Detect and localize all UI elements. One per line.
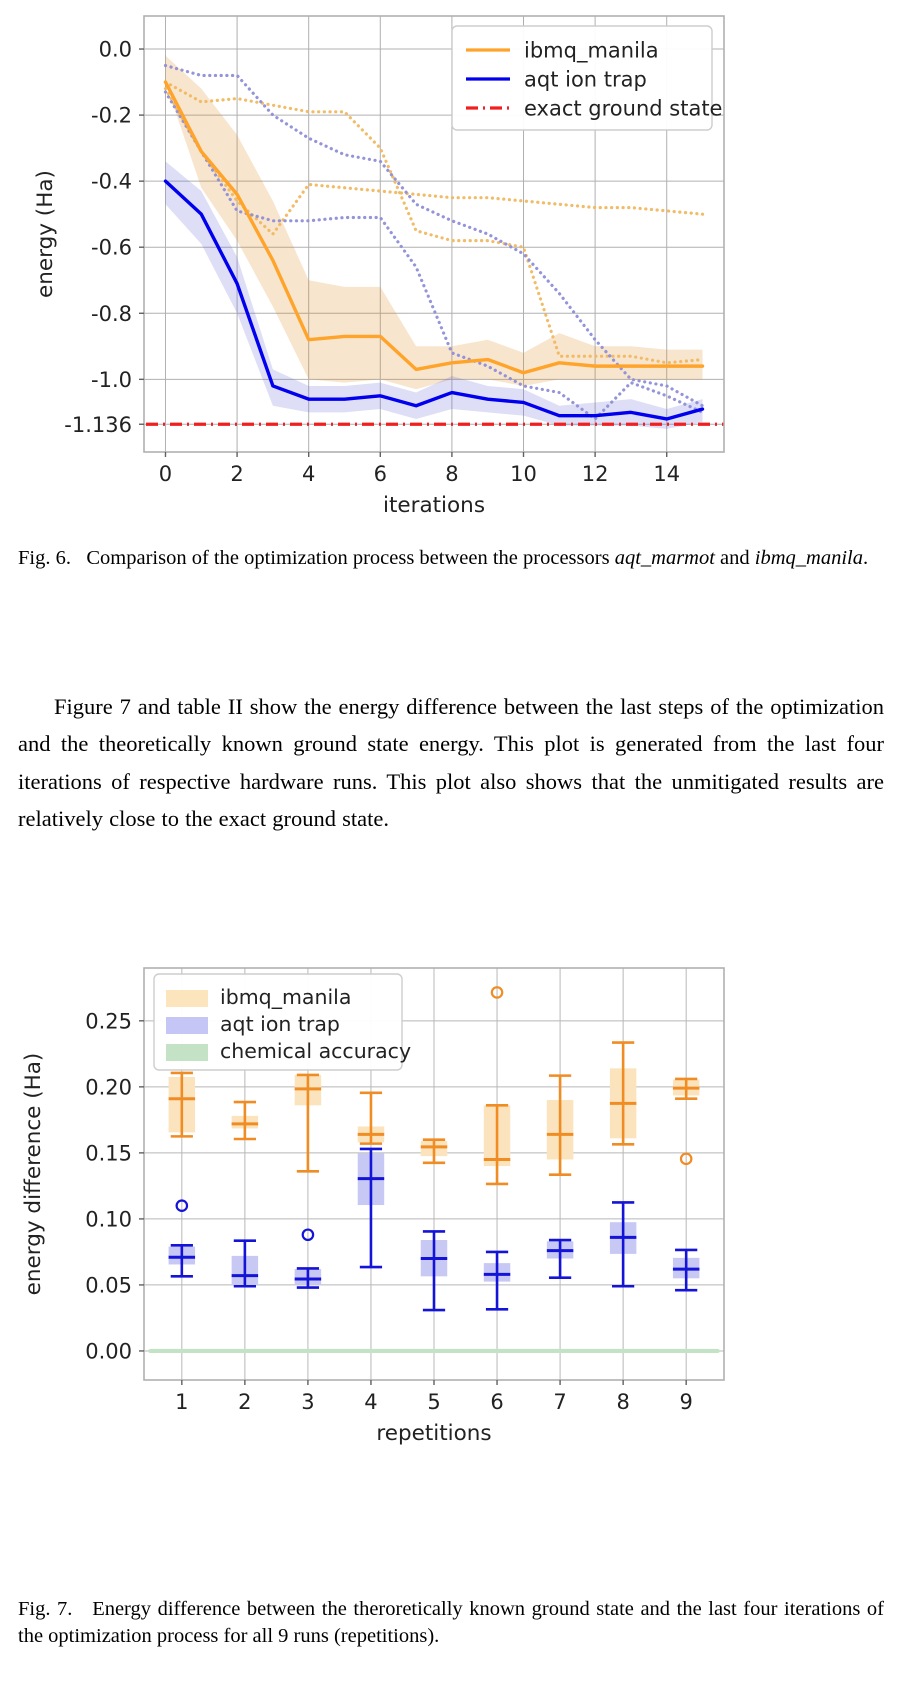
svg-text:energy (Ha): energy (Ha) xyxy=(33,170,58,298)
svg-text:4: 4 xyxy=(302,462,316,486)
figure-6-line-chart xyxy=(0,0,902,520)
fig6-caption-label: Fig. 6. xyxy=(18,547,71,569)
svg-text:0.00: 0.00 xyxy=(85,1339,132,1364)
svg-text:2: 2 xyxy=(230,462,244,486)
svg-text:8: 8 xyxy=(616,1390,630,1414)
svg-text:6: 6 xyxy=(373,462,387,486)
svg-text:12: 12 xyxy=(581,462,609,486)
svg-text:exact ground state: exact ground state xyxy=(524,96,723,121)
svg-text:2: 2 xyxy=(238,1390,252,1414)
fig7-svg xyxy=(0,930,902,1460)
svg-text:-1.0: -1.0 xyxy=(91,367,132,392)
svg-text:0.05: 0.05 xyxy=(85,1273,132,1298)
svg-text:0: 0 xyxy=(158,462,173,486)
svg-text:-0.2: -0.2 xyxy=(91,103,132,128)
fig6-caption-text1: Comparison of the optimization process between the processors xyxy=(86,547,615,569)
svg-text:aqt ion trap: aqt ion trap xyxy=(524,67,647,92)
svg-text:6: 6 xyxy=(490,1390,504,1414)
svg-text:0.0: 0.0 xyxy=(98,37,132,62)
svg-text:energy difference (Ha): energy difference (Ha) xyxy=(21,1052,46,1296)
svg-text:7: 7 xyxy=(553,1390,567,1414)
fig7-caption-text: Energy difference between the theroretically known ground state and the last four iterations of the optimization process for all 9 runs (repetitions). xyxy=(18,1598,884,1648)
svg-text:ibmq_manila: ibmq_manila xyxy=(220,985,352,1009)
svg-text:1: 1 xyxy=(175,1390,189,1414)
fig6-caption-em2: ibmq_manila xyxy=(754,547,863,569)
svg-text:0.25: 0.25 xyxy=(85,1009,132,1034)
fig6-caption-text2: and xyxy=(714,547,755,569)
fig6-caption-em1: aqt_marmot xyxy=(614,547,715,569)
svg-text:repetitions: repetitions xyxy=(376,1421,492,1446)
figure-6-caption xyxy=(18,545,884,572)
svg-text:0.10: 0.10 xyxy=(85,1207,132,1232)
svg-text:-1.136: -1.136 xyxy=(64,412,132,437)
svg-text:-0.6: -0.6 xyxy=(91,235,132,260)
fig7-caption-label: Fig. 7. xyxy=(18,1598,73,1620)
svg-text:0.20: 0.20 xyxy=(85,1075,132,1100)
svg-text:3: 3 xyxy=(301,1390,315,1414)
svg-text:8: 8 xyxy=(445,462,459,486)
fig6-svg xyxy=(0,0,902,520)
svg-text:iterations: iterations xyxy=(382,493,486,518)
svg-text:chemical accuracy: chemical accuracy xyxy=(220,1039,412,1063)
fig6-caption-text3: . xyxy=(862,547,869,569)
svg-text:10: 10 xyxy=(510,462,537,486)
svg-text:-0.4: -0.4 xyxy=(91,169,132,194)
svg-text:14: 14 xyxy=(653,462,681,486)
svg-text:-0.8: -0.8 xyxy=(91,301,132,326)
body-paragraph: Figure 7 and table II show the energy difference between the last steps of the optimization and the theoretically known ground state energy. This plot is generated from the last four iterations of respective hardware runs. This plot also shows that the unmitigated results are relatively close to the exact ground state. xyxy=(18,693,884,832)
figure-7-box-chart xyxy=(0,930,902,1460)
svg-text:ibmq_manila: ibmq_manila xyxy=(524,38,659,63)
svg-text:5: 5 xyxy=(427,1390,441,1414)
svg-text:9: 9 xyxy=(679,1390,693,1414)
svg-text:4: 4 xyxy=(364,1390,378,1414)
svg-text:aqt ion trap: aqt ion trap xyxy=(220,1012,340,1036)
svg-text:0.15: 0.15 xyxy=(85,1141,132,1166)
figure-7-caption xyxy=(18,1596,884,1651)
